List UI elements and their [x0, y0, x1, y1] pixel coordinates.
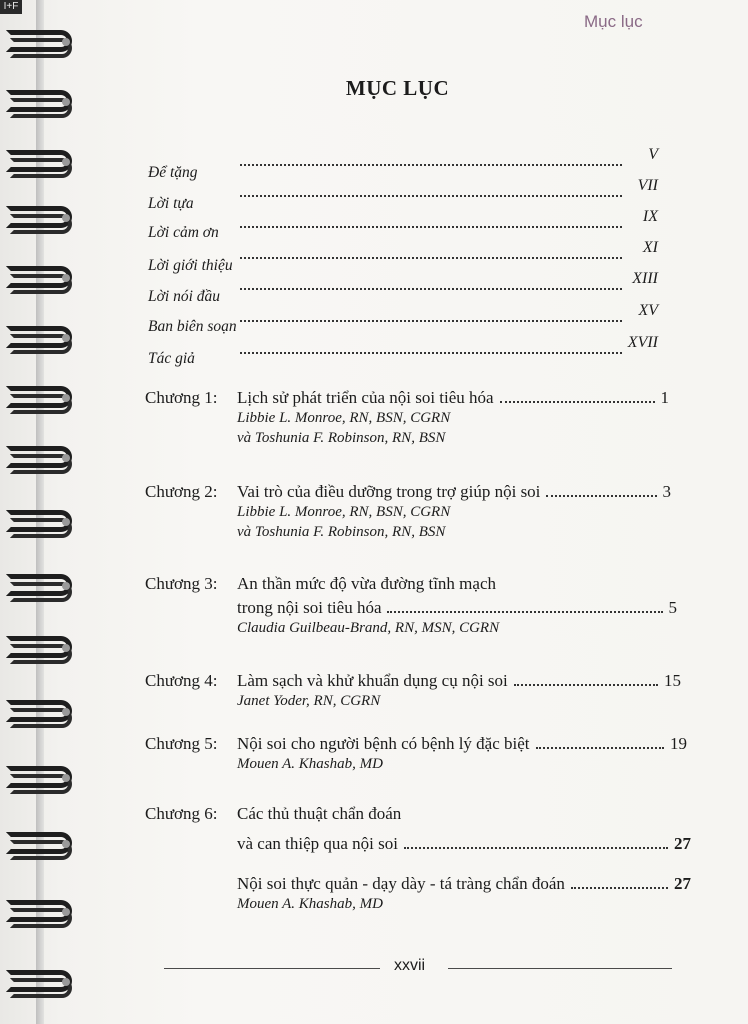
subsection-author: Mouen A. Khashab, MD: [237, 896, 383, 912]
binding-ring: [6, 636, 76, 664]
chapter-title: An thần mức độ vừa đường tĩnh mạch: [237, 574, 497, 593]
toc-entry-label: Lời nói đầu: [148, 288, 221, 305]
binding-ring: [6, 970, 76, 998]
chapter-author: và Toshunia F. Robinson, RN, BSN: [237, 524, 446, 540]
toc-entry-label: Để tặng: [148, 164, 198, 181]
toc-entry-page: XV: [638, 302, 658, 319]
chapter-title-line: [237, 482, 671, 504]
chapter-page: 1: [660, 388, 669, 407]
footer-rule-right: [448, 968, 672, 969]
spiral-binding: [0, 0, 90, 1024]
toc-front-entry[interactable]: [148, 146, 662, 181]
binding-ring: [6, 832, 76, 860]
chapter-page: 5: [668, 598, 677, 617]
dot-leader: [240, 288, 622, 290]
dot-leader: [500, 401, 655, 403]
page-number: xxvii: [394, 957, 426, 974]
binding-ring: [6, 326, 76, 354]
dot-leader: [240, 257, 622, 259]
chapter-author: Janet Yoder, RN, CGRN: [237, 693, 381, 709]
chapter-author: Mouen A. Khashab, MD: [237, 756, 383, 772]
binding-ring: [6, 206, 76, 234]
binding-ring: [6, 900, 76, 928]
chapter-title: và can thiệp qua nội soi: [237, 834, 398, 853]
dot-leader: [536, 747, 664, 749]
dot-leader: [240, 226, 622, 228]
footer-rule-left: [164, 968, 380, 969]
dot-leader: [240, 320, 622, 322]
binding-ring: [6, 574, 76, 602]
chapter-label: Chương 2:: [145, 482, 218, 501]
chapter-page: 27: [674, 834, 691, 853]
chapter-label: Chương 5:: [145, 734, 218, 753]
chapter-page: 19: [670, 734, 687, 753]
chapter-title-line: [237, 834, 691, 856]
chapter-author: Libbie L. Monroe, RN, BSN, CGRN: [237, 410, 451, 426]
toc-front-entry[interactable]: [148, 177, 662, 212]
binding-ring: [6, 266, 76, 294]
binding-ring: [6, 386, 76, 414]
subsection-title: Nội soi thực quản - dạy dày - tá tràng chẩn đoán: [237, 874, 565, 893]
chapter-label: Chương 6:: [145, 804, 218, 823]
toc-entry-label: Ban biên soạn: [148, 318, 237, 335]
chapter-title-line: [237, 598, 677, 620]
toc-entry-page: XVII: [627, 334, 658, 351]
chapter-label: Chương 1:: [145, 388, 218, 407]
toc-front-entry[interactable]: [148, 334, 662, 367]
chapter-title-line: [237, 734, 687, 756]
dot-leader: [404, 847, 668, 849]
toc-entry-page: VII: [637, 177, 658, 194]
chapter-page: 3: [662, 482, 671, 501]
toc-entry-page: V: [648, 146, 658, 163]
running-head: Mục lục: [584, 12, 643, 31]
toc-entry-page: XIII: [632, 270, 658, 287]
dot-leader: [387, 611, 662, 613]
chapter-title: Làm sạch và khử khuẩn dụng cụ nội soi: [237, 671, 508, 690]
toc-front-entry[interactable]: [148, 302, 662, 335]
toc-front-entry[interactable]: [148, 239, 662, 274]
dot-leader: [240, 164, 622, 166]
chapter-title: Vai trò của điều dưỡng trong trợ giúp nội soi: [237, 482, 541, 501]
corner-tab: I+F: [0, 0, 22, 14]
toc-entry-label: Lời giới thiệu: [148, 257, 233, 274]
chapter-page: 15: [664, 671, 681, 690]
chapter-author: Claudia Guilbeau-Brand, RN, MSN, CGRN: [237, 620, 500, 636]
chapter-title: Các thủ thuật chẩn đoán: [237, 804, 402, 823]
binding-ring: [6, 30, 76, 58]
subsection-page: 27: [674, 874, 691, 893]
toc-front-entry[interactable]: [148, 208, 662, 241]
chapter-label: Chương 4:: [145, 671, 218, 690]
binding-ring: [6, 446, 76, 474]
toc-entry-label: Lời cảm ơn: [148, 224, 219, 241]
toc-entry-page: IX: [642, 208, 658, 225]
binding-ring: [6, 700, 76, 728]
chapter-title: trong nội soi tiêu hóa: [237, 598, 382, 617]
toc-entry-label: Tác giả: [148, 350, 195, 367]
dot-leader: [571, 887, 668, 889]
binding-ring: [6, 766, 76, 794]
chapter-title: Nội soi cho người bệnh có bệnh lý đặc biệt: [237, 734, 530, 753]
dot-leader: [240, 352, 622, 354]
chapter-title-line: [237, 671, 681, 693]
binding-ring: [6, 150, 76, 178]
chapter-label: Chương 3:: [145, 574, 218, 593]
dot-leader: [546, 495, 656, 497]
page-title: MỤC LỤC: [345, 76, 450, 100]
dot-leader: [240, 195, 622, 197]
subsection-title-line: [237, 874, 691, 896]
chapter-author: Libbie L. Monroe, RN, BSN, CGRN: [237, 504, 451, 520]
chapter-title-line: [237, 388, 669, 410]
toc-front-entry[interactable]: [148, 270, 662, 305]
toc-entry-label: Lời tựa: [148, 195, 194, 212]
binding-ring: [6, 510, 76, 538]
chapter-title-line: [237, 574, 693, 596]
toc-entry-page: XI: [642, 239, 658, 256]
toc-subsection[interactable]: [237, 874, 695, 916]
chapter-title-line: [237, 804, 693, 826]
chapter-title: Lịch sử phát triển của nội soi tiêu hóa: [237, 388, 494, 407]
dot-leader: [514, 684, 658, 686]
chapter-author: và Toshunia F. Robinson, RN, BSN: [237, 430, 446, 446]
